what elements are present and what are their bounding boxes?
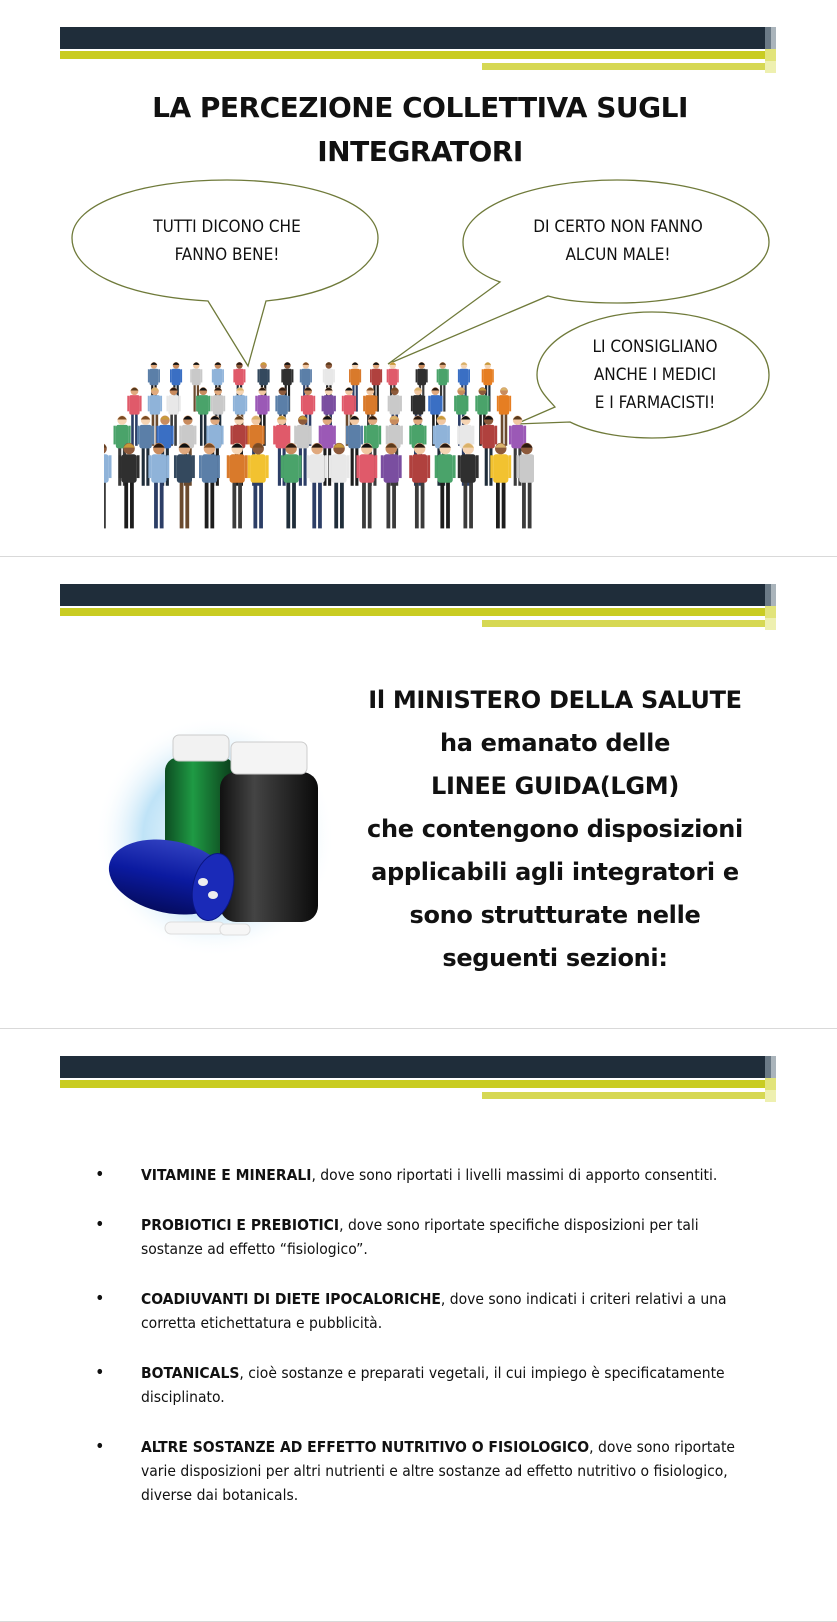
ministry-text-line: sono strutturate nelle: [409, 901, 701, 929]
section-description: , dove sono riportate specifiche disposizioni per tali sostanze ad effetto “fisiologico”.: [141, 1216, 699, 1258]
bubble-3-line3: E I FARMACISTI!: [594, 393, 716, 413]
header-bar: [60, 584, 776, 634]
section-item: [95, 1361, 735, 1409]
bubble-1-text: [120, 213, 334, 269]
slide-perception: [0, 0, 837, 557]
ministry-text-line: applicabili agli integratori e: [371, 858, 739, 886]
ministry-text-line: seguenti sezioni:: [442, 944, 668, 972]
section-heading: BOTANICALS: [141, 1364, 240, 1382]
bubble-1-line2: FANNO BENE!: [174, 245, 280, 265]
bubble-2-text: [508, 213, 728, 269]
bubble-3-line2: ANCHE I MEDICI: [593, 365, 717, 385]
bubble-3-line1: LI CONSIGLIANO: [592, 337, 718, 357]
person-figure: [490, 443, 511, 529]
ministry-text-line: ha emanato delle: [439, 729, 671, 757]
ministry-text-line: che contengono disposizioni: [367, 815, 743, 843]
section-description: , cioè sostanze e preparati vegetali, il cui impiego è specificatamente disciplinato.: [141, 1364, 725, 1406]
slide-title-line2: INTEGRATORI: [317, 135, 523, 168]
bubble-2-line1: DI CERTO NON FANNO: [533, 217, 703, 237]
slide-sections: [0, 1029, 837, 1622]
section-heading: ALTRE SOSTANZE AD EFFETTO NUTRITIVO O FISIOLOGICO: [141, 1438, 590, 1456]
section-heading: COADIUVANTI DI DIETE IPOCALORICHE: [141, 1290, 441, 1308]
section-description: , dove sono riportati i livelli massimi di apporto consentiti.: [311, 1166, 718, 1184]
bullet-icon: •: [95, 1164, 105, 1185]
bubble-1-line1: TUTTI DICONO CHE: [153, 217, 301, 237]
slide-title-line1: LA PERCEZIONE COLLETTIVA SUGLI: [152, 91, 688, 124]
section-item: [95, 1163, 735, 1187]
bullet-icon: •: [95, 1436, 105, 1457]
bubble-3-text: [565, 333, 745, 417]
section-description: , dove sono indicati i criteri relativi a una corretta etichettatura e pubblicità.: [141, 1290, 727, 1332]
section-item: [95, 1287, 735, 1335]
bubble-2-line2: ALCUN MALE!: [565, 245, 671, 265]
section-heading: VITAMINE E MINERALI: [141, 1166, 312, 1184]
ministry-text: [360, 679, 750, 980]
ministry-text-line: LINEE GUIDA(LGM): [430, 772, 680, 800]
section-item: [95, 1435, 735, 1507]
slide-ministry: [0, 557, 837, 1029]
bullet-icon: •: [95, 1214, 105, 1235]
section-item: [95, 1213, 735, 1261]
ministry-text-line: Il MINISTERO DELLA SALUTE: [368, 686, 742, 714]
bullet-icon: •: [95, 1288, 105, 1309]
sections-list: [95, 1163, 735, 1533]
supplement-bottles-image: [95, 717, 335, 957]
speech-bubble-1: [72, 180, 378, 366]
header-bar: [60, 1056, 776, 1106]
person-figure: [104, 443, 112, 529]
bullet-icon: •: [95, 1362, 105, 1383]
section-heading: PROBIOTICI E PREBIOTICI: [141, 1216, 340, 1234]
section-description: , dove sono riportate varie disposizioni per altri nutrienti e altre sostanze ad effetto nutritivo o fisiologico, diverse dai botanicals.: [141, 1438, 735, 1504]
crowd-illustration: [104, 356, 534, 541]
person-figure: [329, 443, 350, 529]
person-figure: [119, 443, 140, 529]
